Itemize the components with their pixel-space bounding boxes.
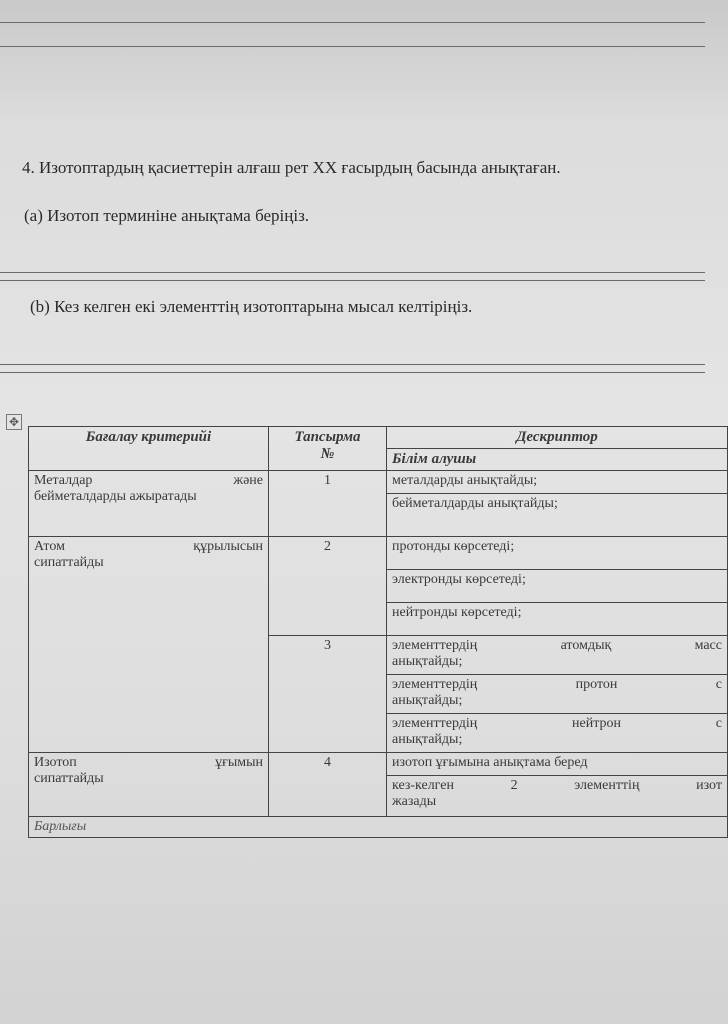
- descriptor-cell: [387, 636, 728, 675]
- header-task-label: Тапсырма: [294, 429, 361, 445]
- header-learner: Білім алушы: [387, 449, 728, 471]
- crit-word: ұғымын: [215, 755, 263, 770]
- crit-word: және: [233, 473, 263, 488]
- desc-rest: анықтайды;: [392, 732, 463, 747]
- header-criteria: Бағалау критерийі: [29, 427, 269, 471]
- table-row: [29, 537, 728, 570]
- descriptor-cell: металдарды анықтайды;: [387, 471, 728, 494]
- desc-word: элементтердің: [392, 638, 478, 653]
- crit-word: Изотоп: [34, 755, 77, 770]
- total-label: Барлығы: [29, 817, 728, 838]
- rubric-table: [28, 426, 728, 838]
- table-row: [29, 471, 728, 494]
- descriptor-cell: [387, 776, 728, 817]
- table-total-row: [29, 817, 728, 838]
- desc-word: элементтердің: [392, 677, 478, 692]
- table-header-row: [29, 427, 728, 449]
- table-row: [29, 753, 728, 776]
- desc-word: изот: [696, 778, 722, 793]
- desc-word: элементтердің: [392, 716, 478, 731]
- crit-rest: сипаттайды: [34, 555, 104, 570]
- desc-word: элементтің: [574, 778, 640, 793]
- header-task-no: №: [320, 446, 335, 462]
- descriptor-cell: электронды көрсетеді;: [387, 570, 728, 603]
- criteria-cell: [29, 537, 269, 753]
- question-4: 4. Изотоптардың қасиеттерін алғаш рет XX ғасырдың басында анықтаған.: [22, 158, 561, 177]
- header-descriptor: Дескриптор: [387, 427, 728, 449]
- desc-word: протон: [575, 677, 618, 692]
- crit-rest: сипаттайды: [34, 771, 104, 786]
- descriptor-cell: нейтронды көрсетеді;: [387, 603, 728, 636]
- crit-rest: бейметалдарды ажыратады: [34, 489, 197, 504]
- desc-rest: жазады: [392, 794, 437, 809]
- question-4a: (a) Изотоп терминіне анықтама беріңіз.: [24, 206, 310, 225]
- descriptor-cell: изотоп ұғымына анықтама беред: [387, 753, 728, 776]
- descriptor-cell: протонды көрсетеді;: [387, 537, 728, 570]
- desc-rest: анықтайды;: [392, 654, 463, 669]
- task-cell: 3: [269, 636, 387, 753]
- task-cell: 2: [269, 537, 387, 636]
- desc-word: 2: [510, 778, 518, 793]
- question-4b: (b) Кез келген екі элементтің изотоптарына мысал келтіріңіз.: [30, 297, 473, 316]
- desc-word: нейтрон: [572, 716, 622, 731]
- task-cell: 4: [269, 753, 387, 817]
- desc-word: кез-келген: [392, 778, 454, 793]
- desc-word: с: [715, 677, 722, 692]
- crit-word: Металдар: [34, 473, 93, 488]
- task-cell: 1: [269, 471, 387, 537]
- crit-word: құрылысын: [193, 539, 263, 554]
- desc-word: с: [715, 716, 722, 731]
- desc-rest: анықтайды;: [392, 693, 463, 708]
- crit-word: Атом: [34, 539, 65, 554]
- descriptor-cell: бейметалдарды анықтайды;: [387, 494, 728, 537]
- criteria-cell: [29, 753, 269, 817]
- table-move-handle-icon[interactable]: ✥: [6, 414, 22, 430]
- descriptor-cell: [387, 675, 728, 714]
- desc-word: атомдық: [560, 638, 612, 653]
- descriptor-cell: [387, 714, 728, 753]
- header-task: [269, 427, 387, 471]
- criteria-cell: [29, 471, 269, 537]
- desc-word: масс: [694, 638, 722, 653]
